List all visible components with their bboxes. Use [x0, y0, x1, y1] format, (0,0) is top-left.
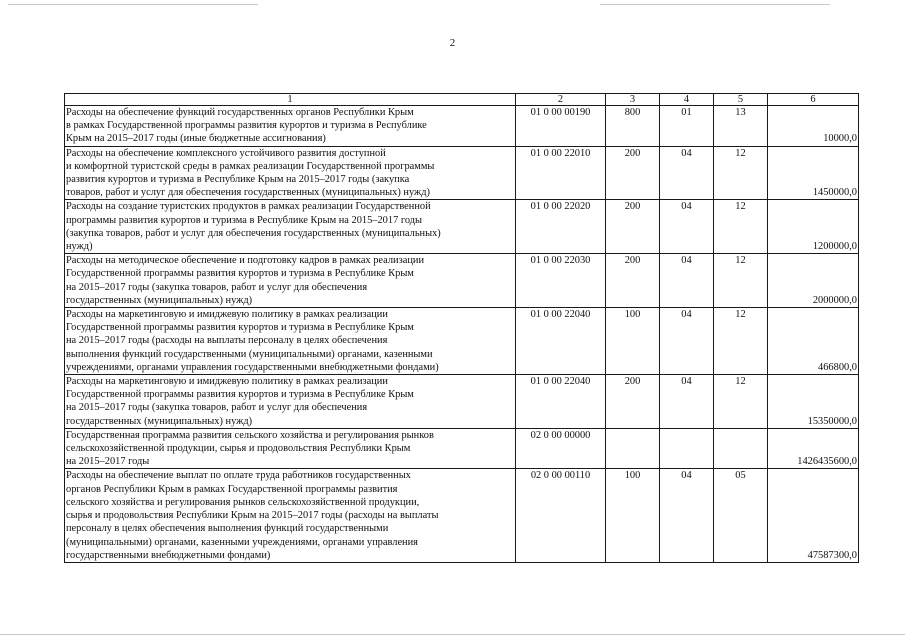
expense-type-code: 200	[606, 375, 660, 429]
description-line: Расходы на маркетинговую и имиджевую политику в рамках реализации	[66, 309, 388, 321]
expense-description	[65, 428, 516, 469]
table-row	[65, 375, 859, 429]
description-line: в рамках Государственной программы развития курортов и туризма в Республике	[66, 120, 427, 132]
amount: 466800,0	[768, 308, 859, 375]
header-cell: 3	[606, 94, 660, 106]
amount: 47587300,0	[768, 469, 859, 562]
table-row	[65, 469, 859, 562]
description-line: выполнения функций государственными (муниципальными) органами, казенными	[66, 348, 433, 360]
section-code: 04	[660, 254, 714, 308]
expense-description	[65, 146, 516, 200]
description-line: Расходы на обеспечение функций государственных органов Республики Крым	[66, 107, 414, 118]
subsection-code	[714, 428, 768, 469]
description-line: Крым на 2015–2017 годы (иные бюджетные ассигнования)	[66, 133, 326, 145]
subsection-code: 12	[714, 375, 768, 429]
section-code: 01	[660, 106, 714, 147]
table-row	[65, 106, 859, 147]
description-line: Расходы на маркетинговую и имиджевую политику в рамках реализации	[66, 376, 388, 388]
page-number: 2	[449, 37, 456, 49]
description-line: (закупка товаров, работ и услуг для обеспечения государственных (муниципальных)	[66, 227, 441, 239]
expense-type-code: 200	[606, 200, 660, 254]
description-line: и комфортной туристской среды в рамках реализации Государственной программы	[66, 160, 435, 172]
description-line: сельскохозяйственной продукции, сырья и продовольствия Республики Крым	[66, 443, 411, 455]
description-line: государственными внебюджетными фондами)	[66, 549, 271, 561]
budget-table	[64, 93, 859, 563]
amount: 1450000,0	[768, 146, 859, 200]
header-cell: 2	[516, 94, 606, 106]
description-line: на 2015–2017 годы (закупка товаров, работ и услуг для обеспечения	[66, 281, 368, 293]
description-line: персоналу в целях обеспечения выполнения функций государственными	[66, 523, 389, 535]
expense-type-code	[606, 428, 660, 469]
amount: 10000,0	[768, 106, 859, 147]
description-line: Государственная программа развития сельского хозяйства и регулирования рынков	[66, 429, 434, 441]
header-cell: 1	[65, 94, 516, 106]
description-line: программы развития курортов и туризма в Республике Крым на 2015–2017 годы	[66, 214, 423, 226]
description-line: на 2015–2017 годы (расходы на выплаты персоналу в целях обеспечения	[66, 335, 388, 347]
subsection-code: 13	[714, 106, 768, 147]
budget-code: 02 0 00 00110	[516, 469, 606, 562]
budget-code: 01 0 00 22030	[516, 254, 606, 308]
description-line: Расходы на создание туристских продуктов в рамках реализации Государственной	[66, 201, 431, 213]
description-line: Расходы на методическое обеспечение и подготовку кадров в рамках реализации	[66, 255, 425, 267]
table-row	[65, 146, 859, 200]
table-header-row	[65, 94, 859, 106]
table-row	[65, 254, 859, 308]
subsection-code: 12	[714, 200, 768, 254]
description-line: (муниципальными) органами, казенными учреждениями, органами управления	[66, 536, 418, 548]
expense-description	[65, 254, 516, 308]
section-code: 04	[660, 375, 714, 429]
description-line: органов Республики Крым в рамках Государственной программы развития	[66, 483, 398, 495]
header-cell: 5	[714, 94, 768, 106]
subsection-code: 12	[714, 146, 768, 200]
budget-code: 01 0 00 22020	[516, 200, 606, 254]
amount: 2000000,0	[768, 254, 859, 308]
description-line: Государственной программы развития курортов и туризма в Республике Крым	[66, 322, 414, 334]
description-line: Расходы на обеспечение выплат по оплате труда работников государственных	[66, 470, 411, 482]
expense-description	[65, 469, 516, 562]
section-code: 04	[660, 469, 714, 562]
description-line: сельского хозяйства и регулирования рынков сельскохозяйственной продукции,	[66, 496, 420, 508]
description-line: государственных (муниципальных) нужд)	[66, 294, 253, 306]
budget-table-body	[65, 94, 859, 563]
description-line: учреждениями, органами управления государственными внебюджетными фондами)	[66, 361, 439, 373]
header-cell: 6	[768, 94, 859, 106]
description-line: развития курортов и туризма в Республике Крым на 2015–2017 годы (закупка	[66, 174, 410, 186]
expense-type-code: 100	[606, 308, 660, 375]
subsection-code: 12	[714, 308, 768, 375]
description-line: товаров, работ и услуг для обеспечения государственных (муниципальных) нужд)	[66, 187, 430, 199]
description-line: Государственной программы развития курортов и туризма в Республике Крым	[66, 268, 414, 280]
budget-code: 01 0 00 22010	[516, 146, 606, 200]
budget-code: 01 0 00 00190	[516, 106, 606, 147]
header-cell: 4	[660, 94, 714, 106]
section-code: 04	[660, 308, 714, 375]
description-line: нужд)	[66, 241, 93, 253]
scan-artifact-top-right	[600, 4, 830, 5]
table-row	[65, 200, 859, 254]
budget-code: 01 0 00 22040	[516, 308, 606, 375]
table-row	[65, 308, 859, 375]
subsection-code: 05	[714, 469, 768, 562]
description-line: на 2015–2017 годы (закупка товаров, работ и услуг для обеспечения	[66, 402, 368, 414]
section-code: 04	[660, 146, 714, 200]
expense-type-code: 800	[606, 106, 660, 147]
expense-type-code: 200	[606, 254, 660, 308]
amount: 1426435600,0	[768, 428, 859, 469]
description-line: сырья и продовольствия Республики Крым на 2015–2017 годы (расходы на выплаты	[66, 510, 439, 522]
amount: 1200000,0	[768, 200, 859, 254]
table-row	[65, 428, 859, 469]
section-code	[660, 428, 714, 469]
section-code: 04	[660, 200, 714, 254]
expense-description	[65, 308, 516, 375]
description-line: Расходы на обеспечение комплексного устойчивого развития доступной	[66, 147, 386, 159]
description-line: на 2015–2017 годы	[66, 456, 150, 468]
expense-description	[65, 375, 516, 429]
budget-code: 02 0 00 00000	[516, 428, 606, 469]
scan-artifact-bottom	[0, 634, 905, 635]
expense-description	[65, 200, 516, 254]
scan-artifact-top	[8, 4, 258, 5]
description-line: государственных (муниципальных) нужд)	[66, 415, 253, 427]
budget-code: 01 0 00 22040	[516, 375, 606, 429]
subsection-code: 12	[714, 254, 768, 308]
expense-type-code: 100	[606, 469, 660, 562]
amount: 15350000,0	[768, 375, 859, 429]
expense-description	[65, 106, 516, 147]
description-line: Государственной программы развития курортов и туризма в Республике Крым	[66, 389, 414, 401]
expense-type-code: 200	[606, 146, 660, 200]
